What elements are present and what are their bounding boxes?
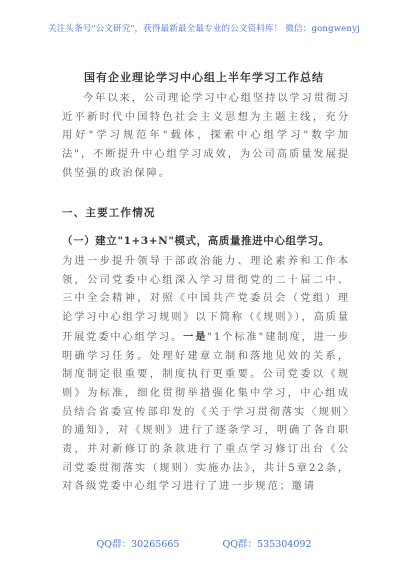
footer-qq-group-1: QQ群：30265665 <box>96 539 180 550</box>
document-title: 国有企业理论学习中心组上半年学习工作总结 <box>84 71 324 84</box>
header-banner: 关注头条号"公文研究"，获得最新最全最专业的公文资料库！ 微信：gongwenyj <box>48 24 360 34</box>
body-text-part2: "1个标准"建制度，进一步明确学习任务。处理好建章立制和落地见效的关系，制度制定很重要，制度执行更重要。公司党委以《规则》为标准，细化贯彻举措强化集中学习，中心组成员结合省委宣传部印发的《关于学习贯彻落实〈规则〉的通知》，对《规则》进行了逐条学习，明确了各自职责，并对新修订的条款进行了重点学习修订出台《公司党委贯彻落实（规则）实施办法》，共计5章22条，对各级党委中心组学习进行了进一步规范；邀请 <box>62 331 350 493</box>
intro-text: 今年以来，公司理论学习中心组坚持以学习贯彻习近平新时代中国特色社会主义思想为主题主线，充分用好"学习规范年"载体，探索中心组学习"数字加法"，不断提升中心组学习成效，为公司高质量发展提供坚强的政治保障。 <box>62 93 350 179</box>
footer-qq-group-2: QQ群：535304092 <box>222 539 312 550</box>
body-text-part1: 为进一步提升领导干部政治能力、理论素养和工作本领，公司党委中心组深入学习贯彻党的二十届二中、三中全会精神，对照《中国共产党委员会（党组）理论学习中心组学习规则》以下简称（《规则》），高质量开展党委中心组学习。 <box>62 256 350 343</box>
body-paragraph <box>62 253 350 497</box>
footer <box>0 536 408 550</box>
subsection-heading: （一）建立"1+3+N"模式，高质量推进中心组学习。 <box>62 235 330 247</box>
intro-paragraph <box>62 90 350 184</box>
body-emphasis: 一是 <box>183 330 208 343</box>
section-heading: 一、主要工作情况 <box>62 207 156 219</box>
